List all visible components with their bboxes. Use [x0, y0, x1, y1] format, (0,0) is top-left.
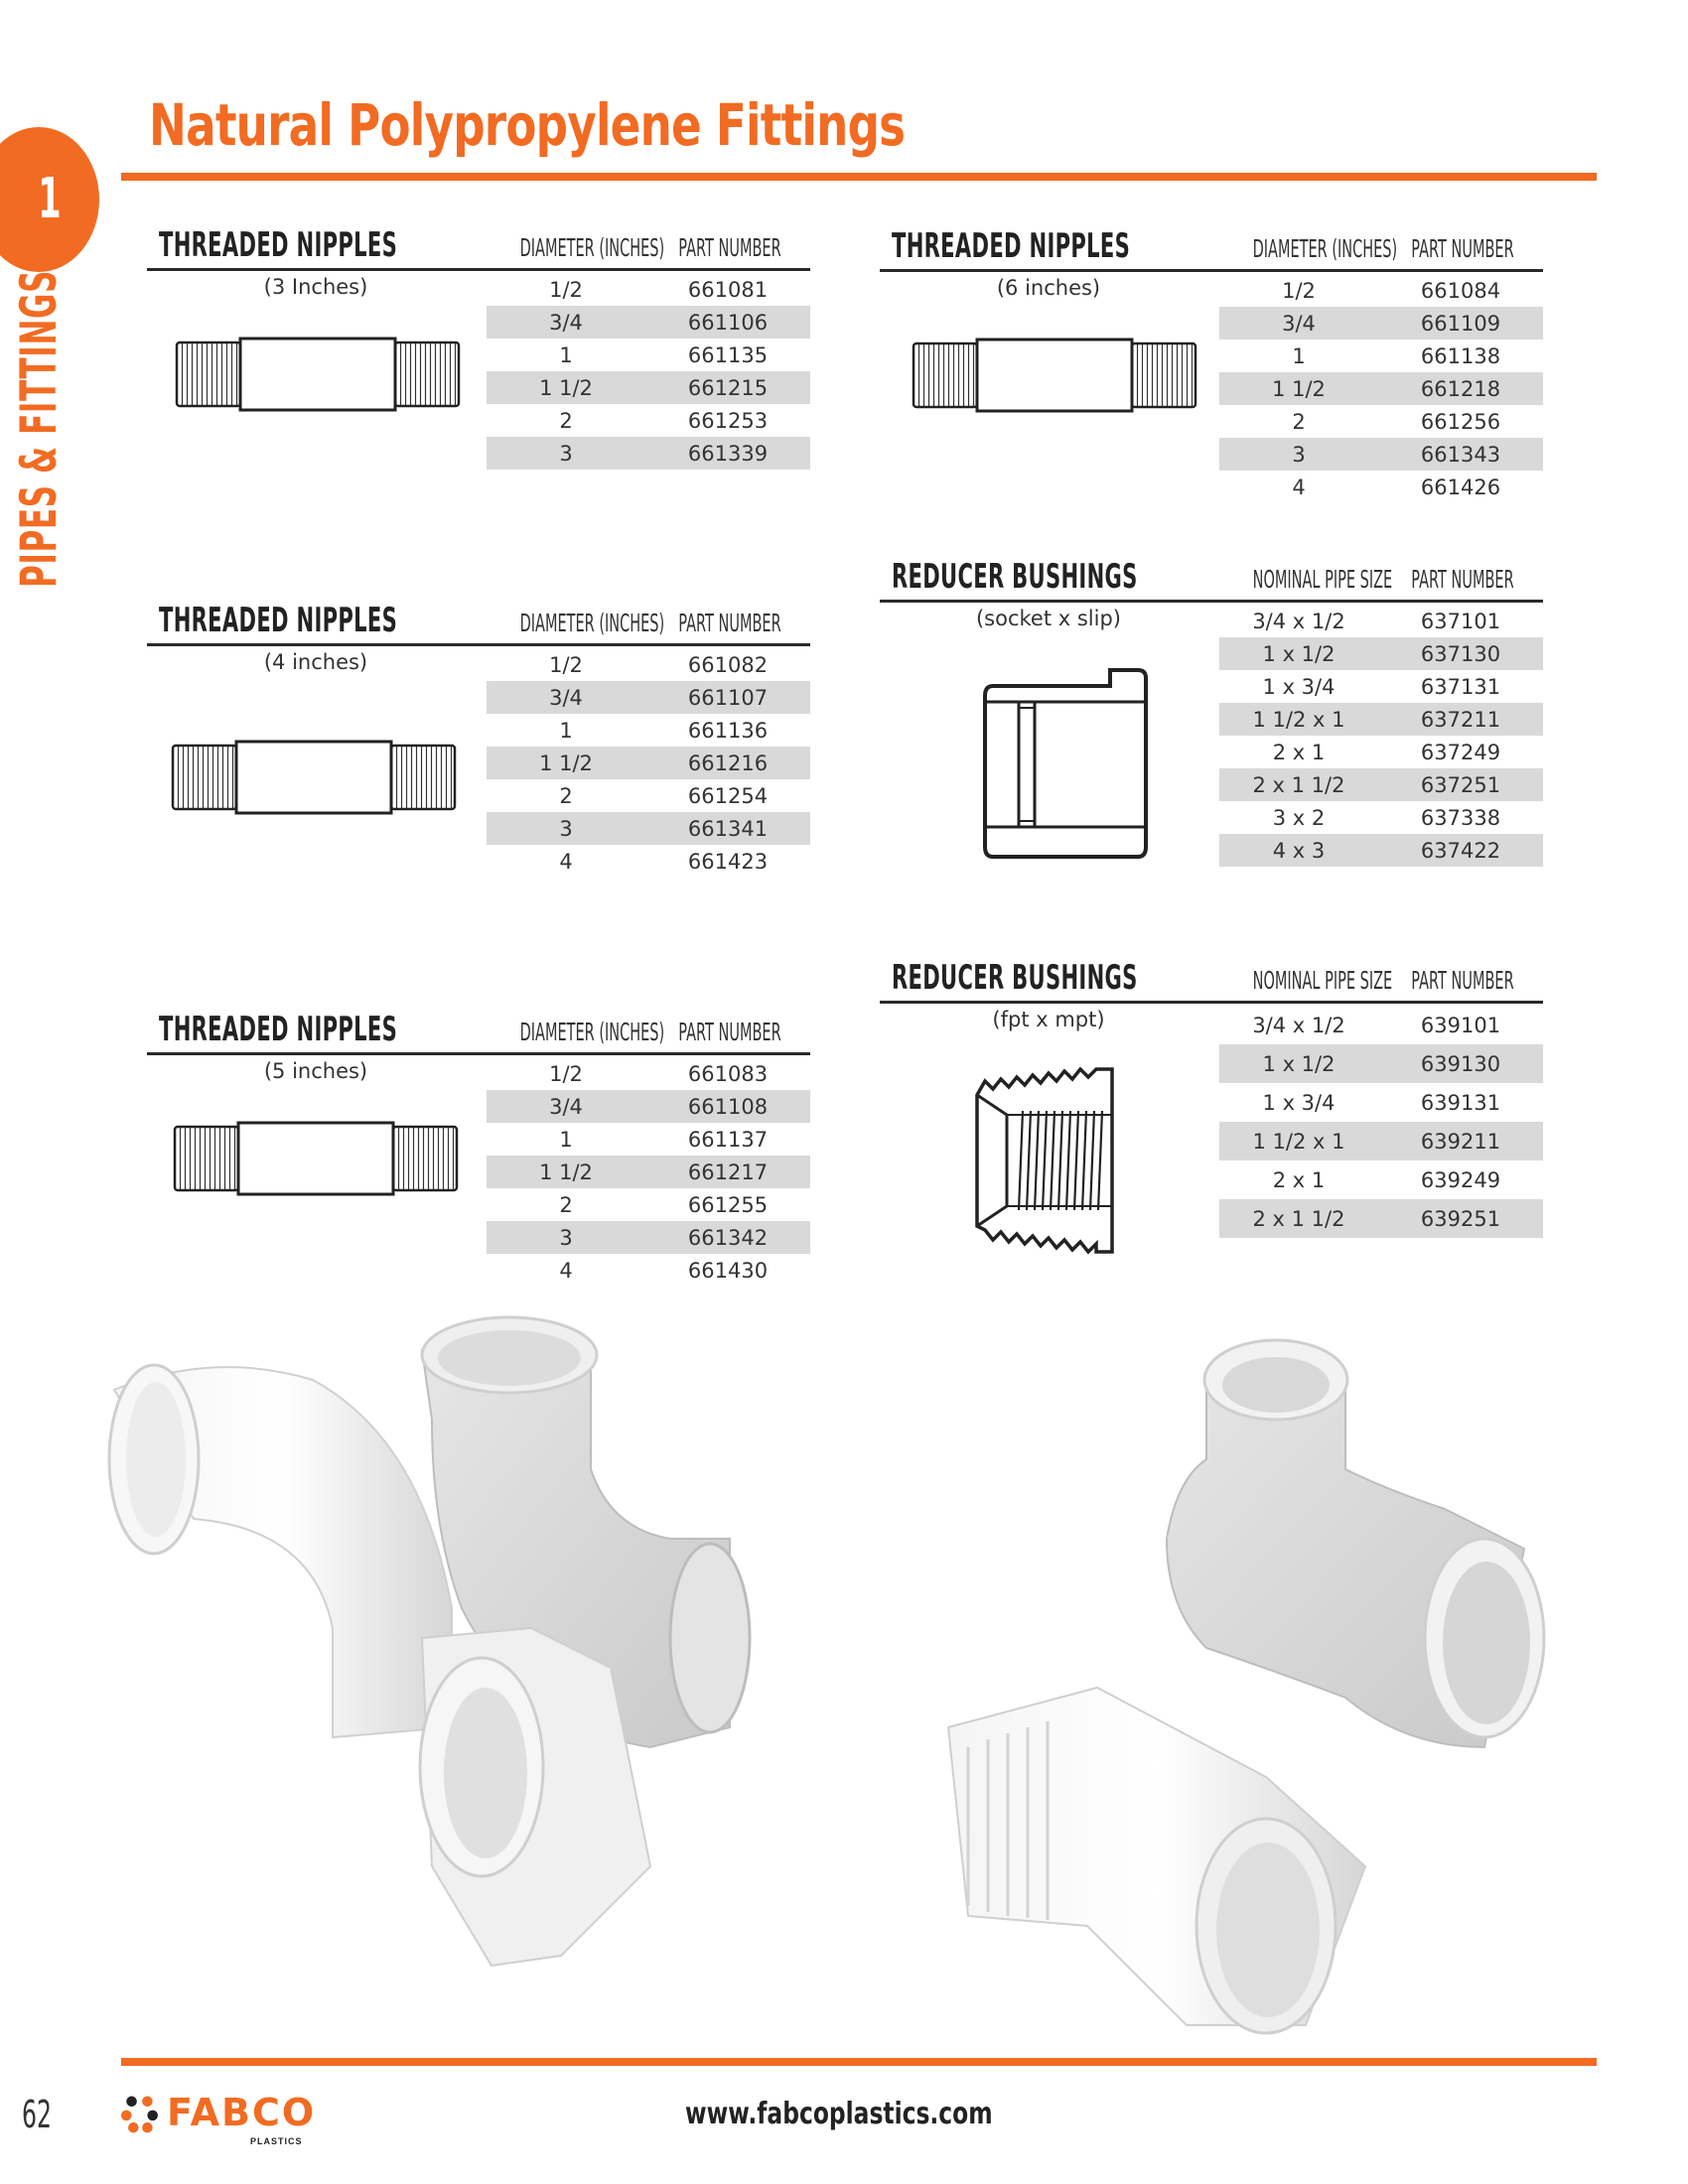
- section-reducer-bushings-socket-slip: [880, 557, 1543, 863]
- table-row: [1219, 1160, 1543, 1199]
- table-row: [1219, 1044, 1543, 1083]
- table-row: [1219, 703, 1543, 736]
- section-rule: [880, 269, 1543, 272]
- part-number-cell: 661253: [687, 408, 769, 433]
- parts-table: [1219, 605, 1543, 867]
- part-number-cell: 661254: [687, 783, 769, 808]
- section-subtitle: (3 Inches): [263, 275, 368, 299]
- table-row: [1219, 438, 1543, 471]
- size-cell: 1 x 1/2: [1262, 641, 1336, 666]
- table-row: [1219, 1122, 1543, 1160]
- table-row: [1219, 1199, 1543, 1238]
- table-row: [487, 1254, 810, 1287]
- table-row: [1219, 471, 1543, 503]
- size-cell: 1: [559, 342, 573, 367]
- part-number-cell: 661423: [687, 849, 769, 874]
- size-cell: 1 x 1/2: [1262, 1051, 1336, 1076]
- table-row: [1219, 670, 1543, 703]
- section-header: [880, 226, 1543, 266]
- section-subtitle: (fpt x mpt): [992, 1008, 1105, 1031]
- section-subtitle: (5 inches): [263, 1059, 368, 1083]
- size-cell: 2: [1292, 409, 1306, 434]
- column-header-part-number: PART NUMBER: [678, 1018, 781, 1046]
- size-cell: 1 x 3/4: [1262, 674, 1336, 699]
- part-number-cell: 661426: [1420, 475, 1501, 499]
- part-number-cell: 661138: [1420, 343, 1501, 368]
- table-row: [1219, 768, 1543, 801]
- section-rule: [880, 600, 1543, 603]
- table-row: [487, 779, 810, 812]
- size-cell: 1/2: [1282, 278, 1316, 303]
- table-row: [487, 404, 810, 437]
- threaded-nipple-drawing: [173, 1119, 461, 1198]
- section-header: [147, 601, 810, 640]
- section-rule: [880, 1001, 1543, 1004]
- part-number-cell: 661083: [687, 1061, 769, 1086]
- table-row: [1219, 605, 1543, 637]
- table-row: [487, 306, 810, 339]
- part-number-cell: 637211: [1420, 707, 1501, 732]
- part-number-cell: 661137: [687, 1127, 769, 1152]
- part-number-cell: 661109: [1420, 311, 1501, 336]
- part-number-cell: 637338: [1420, 805, 1501, 830]
- parts-table: [1219, 1006, 1543, 1238]
- section-rule: [147, 643, 810, 646]
- column-header-nominal-size: NOMINAL PIPE SIZE: [1252, 565, 1393, 594]
- size-cell: 1/2: [549, 652, 583, 677]
- size-cell: 2 x 1 1/2: [1252, 1206, 1345, 1231]
- chapter-number: 1: [38, 167, 62, 231]
- section-title: THREADED NIPPLES: [159, 601, 398, 640]
- size-cell: 3: [559, 816, 573, 841]
- size-cell: 1: [1292, 343, 1306, 368]
- table-row: [1219, 1006, 1543, 1044]
- section-rule: [147, 268, 810, 271]
- logo-subtext: PLASTICS: [250, 2136, 303, 2146]
- table-row: [487, 1123, 810, 1156]
- section-rule: [147, 1052, 810, 1055]
- size-cell: 4: [559, 1258, 573, 1283]
- size-cell: 3 x 2: [1272, 805, 1326, 830]
- size-cell: 1 1/2: [1272, 376, 1326, 401]
- table-row: [1219, 1083, 1543, 1122]
- size-cell: 1/2: [549, 1061, 583, 1086]
- part-number-cell: 637251: [1420, 772, 1501, 797]
- column-header-part-number: PART NUMBER: [1411, 565, 1514, 594]
- part-number-cell: 637101: [1420, 609, 1501, 633]
- chapter-label-text: PIPES & FITTINGS: [10, 269, 68, 588]
- part-number-cell: 661342: [687, 1225, 769, 1250]
- part-number-cell: 639131: [1420, 1090, 1501, 1115]
- section-threaded-nipples-3in: [147, 225, 810, 466]
- section-header: [147, 1010, 810, 1049]
- female-threaded-tee-photo: [1167, 1340, 1544, 1747]
- size-cell: 2 x 1 1/2: [1252, 772, 1345, 797]
- part-number-cell: 661216: [687, 751, 769, 775]
- part-number-cell: 661343: [1420, 442, 1501, 467]
- logo-wordmark: FABCO: [167, 2091, 317, 2134]
- part-number-cell: 637422: [1420, 838, 1501, 863]
- size-cell: 3/4 x 1/2: [1252, 609, 1345, 633]
- size-cell: 1 x 3/4: [1262, 1090, 1336, 1115]
- part-number-cell: 639130: [1420, 1051, 1501, 1076]
- table-row: [1219, 405, 1543, 438]
- footer-divider: [121, 2058, 1597, 2066]
- column-header-part-number: PART NUMBER: [678, 609, 781, 637]
- size-cell: 1 1/2: [539, 1160, 593, 1184]
- part-number-cell: 661107: [687, 685, 769, 710]
- column-header-nominal-size: NOMINAL PIPE SIZE: [1252, 966, 1393, 995]
- table-row: [1219, 372, 1543, 405]
- threaded-nipple-drawing: [171, 738, 459, 817]
- part-number-cell: 661339: [687, 441, 769, 466]
- size-cell: 1/2: [549, 277, 583, 302]
- part-number-cell: 639249: [1420, 1167, 1501, 1192]
- section-subtitle: (4 inches): [263, 650, 368, 674]
- table-row: [487, 371, 810, 404]
- part-number-cell: 661081: [687, 277, 769, 302]
- table-row: [487, 747, 810, 779]
- size-cell: 1: [559, 718, 573, 743]
- section-title: REDUCER BUSHINGS: [892, 958, 1138, 998]
- table-row: [1219, 274, 1543, 307]
- table-row: [487, 339, 810, 371]
- size-cell: 2: [559, 408, 573, 433]
- size-cell: 4 x 3: [1272, 838, 1326, 863]
- size-cell: 2: [559, 783, 573, 808]
- part-number-cell: 661341: [687, 816, 769, 841]
- table-row: [487, 648, 810, 681]
- table-row: [1219, 736, 1543, 768]
- chapter-label: [10, 269, 70, 685]
- parts-table: [1219, 274, 1543, 503]
- product-photo-collage: [94, 1310, 1604, 2035]
- part-number-cell: 661218: [1420, 376, 1501, 401]
- table-row: [487, 1156, 810, 1188]
- threaded-nipple-drawing: [175, 335, 463, 414]
- part-number-cell: 661108: [687, 1094, 769, 1119]
- part-number-cell: 661430: [687, 1258, 769, 1283]
- column-header-part-number: PART NUMBER: [678, 233, 781, 262]
- size-cell: 4: [559, 849, 573, 874]
- section-header: [880, 557, 1543, 597]
- size-cell: 3/4: [549, 310, 583, 335]
- title-divider: [121, 173, 1597, 181]
- table-row: [487, 1057, 810, 1090]
- part-number-cell: 661135: [687, 342, 769, 367]
- section-threaded-nipples-4in: [147, 601, 810, 874]
- size-cell: 1 1/2 x 1: [1252, 707, 1345, 732]
- section-title: THREADED NIPPLES: [892, 226, 1131, 266]
- page-title: Natural Polypropylene Fittings: [149, 91, 906, 159]
- parts-table: [487, 648, 810, 878]
- size-cell: 3: [1292, 442, 1306, 467]
- size-cell: 3/4: [1282, 311, 1316, 336]
- part-number-cell: 637249: [1420, 740, 1501, 764]
- parts-table: [487, 1057, 810, 1287]
- website-link[interactable]: www.fabcoplastics.com: [685, 2097, 993, 2131]
- part-number-cell: 661084: [1420, 278, 1501, 303]
- part-number-cell: 639251: [1420, 1206, 1501, 1231]
- part-number-cell: 637131: [1420, 674, 1501, 699]
- section-title: THREADED NIPPLES: [159, 225, 398, 265]
- column-header-part-number: PART NUMBER: [1411, 966, 1514, 995]
- table-row: [487, 1090, 810, 1123]
- part-number-cell: 661215: [687, 375, 769, 400]
- threaded-bushing-drawing: [973, 1067, 1152, 1256]
- section-threaded-nipples-5in: [147, 1010, 810, 1283]
- part-number-cell: 661256: [1420, 409, 1501, 434]
- table-row: [1219, 801, 1543, 834]
- male-adapter-photo: [948, 1688, 1365, 2033]
- part-number-cell: 661217: [687, 1160, 769, 1184]
- section-title: THREADED NIPPLES: [159, 1010, 398, 1049]
- size-cell: 2 x 1: [1272, 1167, 1326, 1192]
- table-row: [1219, 637, 1543, 670]
- table-row: [487, 714, 810, 747]
- part-number-cell: 639101: [1420, 1013, 1501, 1037]
- size-cell: 3: [559, 441, 573, 466]
- part-number-cell: 637130: [1420, 641, 1501, 666]
- section-subtitle: (socket x slip): [975, 607, 1121, 630]
- long-sweep-elbow-photo: [109, 1365, 452, 1737]
- page-number: 62: [22, 2093, 52, 2136]
- size-cell: 2 x 1: [1272, 740, 1326, 764]
- section-title: REDUCER BUSHINGS: [892, 557, 1138, 597]
- part-number-cell: 661106: [687, 310, 769, 335]
- section-header: [880, 958, 1543, 998]
- size-cell: 1 1/2 x 1: [1252, 1129, 1345, 1154]
- size-cell: 3/4 x 1/2: [1252, 1013, 1345, 1037]
- part-number-cell: 661136: [687, 718, 769, 743]
- size-cell: 1: [559, 1127, 573, 1152]
- size-cell: 3/4: [549, 1094, 583, 1119]
- section-reducer-bushings-fpt-mpt: [880, 958, 1543, 1231]
- table-row: [487, 1221, 810, 1254]
- column-header-diameter: DIAMETER (INCHES): [519, 1018, 665, 1046]
- parts-table: [487, 273, 810, 470]
- section-threaded-nipples-6in: [880, 226, 1543, 499]
- table-row: [1219, 834, 1543, 867]
- table-row: [487, 812, 810, 845]
- section-header: [147, 225, 810, 265]
- fabco-logo-icon: [121, 2093, 165, 2136]
- table-row: [487, 273, 810, 306]
- socket-bushing-drawing: [979, 666, 1158, 865]
- part-number-cell: 639211: [1420, 1129, 1501, 1154]
- table-row: [1219, 340, 1543, 372]
- size-cell: 3/4: [549, 685, 583, 710]
- table-row: [487, 437, 810, 470]
- size-cell: 2: [559, 1192, 573, 1217]
- table-row: [487, 1188, 810, 1221]
- size-cell: 1 1/2: [539, 751, 593, 775]
- size-cell: 3: [559, 1225, 573, 1250]
- size-cell: 4: [1292, 475, 1306, 499]
- part-number-cell: 661082: [687, 652, 769, 677]
- column-header-diameter: DIAMETER (INCHES): [519, 609, 665, 637]
- table-row: [487, 681, 810, 714]
- table-row: [1219, 307, 1543, 340]
- size-cell: 1 1/2: [539, 375, 593, 400]
- table-row: [487, 845, 810, 878]
- part-number-cell: 661255: [687, 1192, 769, 1217]
- column-header-diameter: DIAMETER (INCHES): [1252, 234, 1398, 263]
- column-header-diameter: DIAMETER (INCHES): [519, 233, 665, 262]
- section-subtitle: (6 inches): [996, 276, 1101, 300]
- column-header-part-number: PART NUMBER: [1411, 234, 1514, 263]
- threaded-nipple-drawing: [912, 336, 1199, 415]
